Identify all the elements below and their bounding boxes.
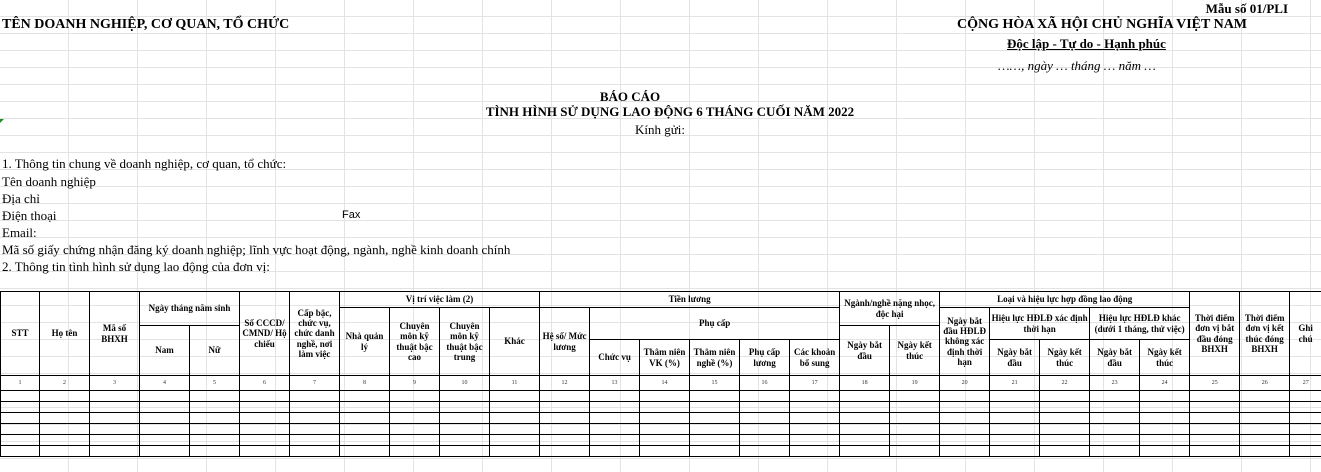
table-cell[interactable] (1290, 435, 1321, 446)
table-cell[interactable] (1090, 424, 1140, 435)
table-cell[interactable] (640, 391, 690, 402)
header-cmkt-trung: Chuyên môn kỹ thuật bậc trung (440, 308, 490, 376)
section1-heading: 1. Thông tin chung về doanh nghiệp, cơ quan, tổ chức: (2, 156, 287, 171)
table-cell[interactable] (290, 391, 340, 402)
table-cell[interactable] (1, 424, 40, 435)
col-number: 18 (840, 376, 890, 391)
header-tham-nien-vk: Thâm niên VK (%) (640, 340, 690, 376)
table-cell[interactable] (1240, 402, 1290, 413)
table-cell[interactable] (840, 446, 890, 457)
col-number: 20 (940, 376, 990, 391)
table-cell[interactable] (590, 413, 640, 424)
table-cell[interactable] (1090, 391, 1140, 402)
table-cell[interactable] (490, 435, 540, 446)
table-cell[interactable] (990, 424, 1040, 435)
table-cell[interactable] (690, 446, 740, 457)
table-cell[interactable] (340, 413, 390, 424)
table-cell[interactable] (1, 435, 40, 446)
table-cell[interactable] (240, 435, 290, 446)
table-cell[interactable] (40, 391, 90, 402)
table-cell[interactable] (590, 402, 640, 413)
col-number: 17 (790, 376, 840, 391)
table-cell[interactable] (940, 446, 990, 457)
header-xd-bat-dau: Ngày bắt đầu (990, 340, 1040, 376)
col-number: 7 (290, 376, 340, 391)
col-number: 14 (640, 376, 690, 391)
header-xd-ket-thuc: Ngày kết thúc (1040, 340, 1090, 376)
table-cell[interactable] (740, 413, 790, 424)
col-number: 11 (490, 376, 540, 391)
motto: Độc lập - Tự do - Hạnh phúc (1007, 36, 1166, 51)
column-number-row (1, 376, 1321, 391)
table-cell[interactable] (1190, 435, 1240, 446)
table-cell[interactable] (1140, 424, 1190, 435)
col-number: 5 (190, 376, 240, 391)
table-cell[interactable] (40, 402, 90, 413)
table-cell[interactable] (40, 424, 90, 435)
table-cell[interactable] (90, 413, 140, 424)
table-cell[interactable] (640, 446, 690, 457)
table-cell[interactable] (840, 424, 890, 435)
table-cell[interactable] (290, 402, 340, 413)
table-cell[interactable] (1290, 391, 1321, 402)
table-cell[interactable] (490, 391, 540, 402)
table-cell[interactable] (190, 402, 240, 413)
table-cell[interactable] (890, 435, 940, 446)
table-cell[interactable] (840, 391, 890, 402)
header-tg-ket-thuc: Thời điểm đơn vị kết thúc đóng BHXH (1240, 292, 1290, 376)
header-nganh-nghe: Ngành/nghề nặng nhọc, độc hại (840, 292, 940, 326)
table-cell[interactable] (1140, 391, 1190, 402)
table-cell[interactable] (690, 402, 740, 413)
republic-heading: CỘNG HÒA XÃ HỘI CHỦ NGHĨA VIỆT NAM (957, 17, 1248, 32)
table-cell[interactable] (690, 435, 740, 446)
col-number: 25 (1190, 376, 1240, 391)
table-cell[interactable] (790, 391, 840, 402)
header-cccd: Số CCCD/ CMND/ Hộ chiếu (240, 292, 290, 376)
table-cell[interactable] (540, 435, 590, 446)
date-line: ……, ngày … tháng … năm … (998, 58, 1156, 73)
col-number: 27 (1290, 376, 1321, 391)
table-cell[interactable] (340, 402, 390, 413)
address-label: Địa chỉ (2, 191, 40, 206)
table-cell[interactable] (490, 424, 540, 435)
table-cell[interactable] (990, 413, 1040, 424)
table-cell[interactable] (240, 413, 290, 424)
table-cell[interactable] (740, 391, 790, 402)
table-cell[interactable] (440, 446, 490, 457)
table-cell[interactable] (590, 391, 640, 402)
table-cell[interactable] (340, 446, 390, 457)
section2-heading: 2. Thông tin tình hình sử dụng lao động của đơn vị: (2, 259, 270, 274)
col-number: 13 (590, 376, 640, 391)
header-he-so: Hệ số/ Mức lương (540, 308, 590, 376)
table-cell[interactable] (1, 402, 40, 413)
table-cell[interactable] (440, 435, 490, 446)
header-phu-cap-luong: Phụ cấp lương (740, 340, 790, 376)
header-khac-ket-thuc: Ngày kết thúc (1140, 340, 1190, 376)
table-cell[interactable] (1090, 402, 1140, 413)
table-cell[interactable] (890, 402, 940, 413)
table-cell[interactable] (490, 402, 540, 413)
col-number: 8 (340, 376, 390, 391)
header-hd-khac: Hiệu lực HĐLĐ khác (dưới 1 tháng, thử việc) (1090, 308, 1190, 340)
table-cell[interactable] (440, 402, 490, 413)
table-row (1, 424, 1321, 435)
table-cell[interactable] (890, 446, 940, 457)
company-name-label: Tên doanh nghiệp (2, 174, 96, 189)
table-cell[interactable] (190, 435, 240, 446)
table-cell[interactable] (190, 413, 240, 424)
table-cell[interactable] (140, 446, 190, 457)
table-cell[interactable] (390, 413, 440, 424)
table-cell[interactable] (1240, 435, 1290, 446)
col-number: 21 (990, 376, 1040, 391)
col-number: 26 (1240, 376, 1290, 391)
table-cell[interactable] (1240, 446, 1290, 457)
header-bo-sung: Các khoản bổ sung (790, 340, 840, 376)
table-cell[interactable] (540, 446, 590, 457)
form-code: Mẫu số 01/PLI (1205, 1, 1288, 16)
table-cell[interactable] (140, 424, 190, 435)
table-cell[interactable] (1, 413, 40, 424)
fax-label: Fax (342, 209, 361, 221)
org-name: TÊN DOANH NGHIỆP, CƠ QUAN, TỔ CHỨC (2, 17, 290, 32)
header-stt: STT (1, 292, 40, 376)
license-label: Mã số giấy chứng nhận đăng ký doanh nghiệp; lĩnh vực hoạt động, ngành, nghề kinh doanh chính (2, 242, 511, 257)
table-cell[interactable] (40, 435, 90, 446)
header-tien-luong: Tiền lương (540, 292, 840, 308)
col-number: 1 (1, 376, 40, 391)
table-cell[interactable] (740, 402, 790, 413)
table-cell[interactable] (890, 413, 940, 424)
header-nam: Nam (140, 326, 190, 376)
table-cell[interactable] (840, 413, 890, 424)
table-cell[interactable] (890, 391, 940, 402)
header-ma-so-bhxh: Mã số BHXH (90, 292, 140, 376)
table-row (1, 402, 1321, 413)
table-cell[interactable] (1090, 446, 1140, 457)
table-cell[interactable] (390, 391, 440, 402)
table-cell[interactable] (590, 435, 640, 446)
header-xac-dinh: Hiệu lực HĐLĐ xác định thời hạn (990, 308, 1090, 340)
table-cell[interactable] (640, 424, 690, 435)
table-cell[interactable] (340, 424, 390, 435)
header-ghi-chu: Ghi chú (1290, 292, 1321, 376)
table-cell[interactable] (140, 413, 190, 424)
table-cell[interactable] (290, 435, 340, 446)
table-cell[interactable] (140, 391, 190, 402)
table-cell[interactable] (990, 402, 1040, 413)
table-cell[interactable] (790, 435, 840, 446)
col-number: 3 (90, 376, 140, 391)
table-cell[interactable] (940, 402, 990, 413)
header-cap-bac: Cấp bậc, chức vụ, chức danh nghề, nơi làm việc (290, 292, 340, 376)
header-khac: Khác (490, 308, 540, 376)
addressee: Kính gửi: (634, 122, 686, 137)
table-cell[interactable] (940, 413, 990, 424)
table-cell[interactable] (940, 391, 990, 402)
cell-marker (0, 119, 4, 123)
table-cell[interactable] (790, 424, 840, 435)
table-cell[interactable] (1140, 402, 1190, 413)
table-cell[interactable] (1240, 413, 1290, 424)
col-number: 2 (40, 376, 90, 391)
header-tham-nien-nghe: Thâm niên nghề (%) (690, 340, 740, 376)
table-cell[interactable] (1190, 413, 1240, 424)
table-cell[interactable] (590, 424, 640, 435)
table-cell[interactable] (290, 424, 340, 435)
col-number: 6 (240, 376, 290, 391)
table-cell[interactable] (40, 446, 90, 457)
table-cell[interactable] (1140, 446, 1190, 457)
table-cell[interactable] (1190, 446, 1240, 457)
table-cell[interactable] (90, 435, 140, 446)
labor-table (0, 291, 1321, 457)
table-cell[interactable] (490, 446, 540, 457)
header-tg-bat-dau: Thời điểm đơn vị bắt đầu đóng BHXH (1190, 292, 1240, 376)
table-cell[interactable] (390, 424, 440, 435)
table-cell[interactable] (840, 402, 890, 413)
table-cell[interactable] (690, 413, 740, 424)
col-number: 23 (1090, 376, 1140, 391)
table-row (1, 446, 1321, 457)
col-number: 22 (1040, 376, 1090, 391)
table-cell[interactable] (440, 424, 490, 435)
table-cell[interactable] (1190, 402, 1240, 413)
header-chuc-vu: Chức vụ (590, 340, 640, 376)
table-cell[interactable] (1290, 424, 1321, 435)
table-cell[interactable] (1040, 413, 1090, 424)
header-vi-tri: Vị trí việc làm (2) (340, 292, 540, 308)
col-number: 16 (740, 376, 790, 391)
header-nha-quan-ly: Nhà quản lý (340, 308, 390, 376)
table-cell[interactable] (390, 402, 440, 413)
table-cell[interactable] (740, 435, 790, 446)
table-cell[interactable] (740, 446, 790, 457)
table-cell[interactable] (540, 391, 590, 402)
header-nu: Nữ (190, 326, 240, 376)
table-cell[interactable] (990, 435, 1040, 446)
col-number: 19 (890, 376, 940, 391)
table-cell[interactable] (190, 424, 240, 435)
table-cell[interactable] (90, 446, 140, 457)
table-cell[interactable] (990, 391, 1040, 402)
header-nganh-ket-thuc: Ngày kết thúc (890, 326, 940, 376)
table-row (1, 391, 1321, 402)
table-cell[interactable] (540, 402, 590, 413)
table-cell[interactable] (540, 424, 590, 435)
table-cell[interactable] (540, 413, 590, 424)
table-cell[interactable] (140, 402, 190, 413)
table-cell[interactable] (490, 413, 540, 424)
header-ngay-sinh: Ngày tháng năm sinh (140, 292, 240, 326)
table-cell[interactable] (690, 424, 740, 435)
table-cell[interactable] (840, 435, 890, 446)
col-number: 9 (390, 376, 440, 391)
table-cell[interactable] (640, 413, 690, 424)
table-cell[interactable] (1040, 402, 1090, 413)
table-cell[interactable] (640, 402, 690, 413)
table-cell[interactable] (140, 435, 190, 446)
table-cell[interactable] (1290, 446, 1321, 457)
table-cell[interactable] (90, 402, 140, 413)
table-cell[interactable] (240, 402, 290, 413)
col-number: 4 (140, 376, 190, 391)
table-cell[interactable] (1090, 435, 1140, 446)
table-cell[interactable] (790, 446, 840, 457)
table-cell[interactable] (240, 391, 290, 402)
table-cell[interactable] (940, 435, 990, 446)
table-cell[interactable] (390, 435, 440, 446)
table-cell[interactable] (1140, 413, 1190, 424)
table-cell[interactable] (690, 391, 740, 402)
header-phu-cap: Phụ cấp (590, 308, 840, 340)
table-cell[interactable] (990, 446, 1040, 457)
table-cell[interactable] (1240, 424, 1290, 435)
report-title: BÁO CÁO (599, 89, 661, 104)
table-cell[interactable] (890, 424, 940, 435)
table-cell[interactable] (340, 435, 390, 446)
table-cell[interactable] (590, 446, 640, 457)
table-cell[interactable] (940, 424, 990, 435)
col-number: 10 (440, 376, 490, 391)
header-khac-bat-dau: Ngày bắt đầu (1090, 340, 1140, 376)
col-number: 24 (1140, 376, 1190, 391)
col-number: 15 (690, 376, 740, 391)
table-cell[interactable] (1240, 391, 1290, 402)
table-cell[interactable] (790, 402, 840, 413)
table-cell[interactable] (1290, 413, 1321, 424)
table-cell[interactable] (1, 446, 40, 457)
table-cell[interactable] (1190, 424, 1240, 435)
table-cell[interactable] (1290, 402, 1321, 413)
table-cell[interactable] (440, 413, 490, 424)
table-cell[interactable] (1040, 435, 1090, 446)
table-cell[interactable] (640, 435, 690, 446)
table-cell[interactable] (390, 446, 440, 457)
header-nganh-bat-dau: Ngày bắt đầu (840, 326, 890, 376)
col-number: 12 (540, 376, 590, 391)
table-cell[interactable] (1140, 435, 1190, 446)
table-cell[interactable] (240, 446, 290, 457)
table-cell[interactable] (1040, 446, 1090, 457)
header-loai-hd: Loại và hiệu lực hợp đồng lao động (940, 292, 1190, 308)
table-cell[interactable] (740, 424, 790, 435)
table-cell[interactable] (1040, 391, 1090, 402)
table-cell[interactable] (1190, 391, 1240, 402)
table-cell[interactable] (190, 446, 240, 457)
table-cell[interactable] (440, 391, 490, 402)
table-cell[interactable] (340, 391, 390, 402)
table-cell[interactable] (1090, 413, 1140, 424)
table-row (1, 413, 1321, 424)
header-khong-xac-dinh: Ngày bắt đầu HĐLĐ không xác định thời hạn (940, 308, 990, 376)
report-subtitle: TÌNH HÌNH SỬ DỤNG LAO ĐỘNG 6 THÁNG CUỐI NĂM 2022 (485, 104, 855, 119)
table-cell[interactable] (290, 446, 340, 457)
table-cell[interactable] (90, 424, 140, 435)
table-cell[interactable] (40, 413, 90, 424)
table-row (1, 435, 1321, 446)
table-cell[interactable] (240, 424, 290, 435)
header-ho-ten: Họ tên (40, 292, 90, 376)
table-cell[interactable] (90, 391, 140, 402)
table-cell[interactable] (1, 391, 40, 402)
table-cell[interactable] (790, 413, 840, 424)
table-cell[interactable] (1040, 424, 1090, 435)
table-cell[interactable] (190, 391, 240, 402)
header-cmkt-cao: Chuyên môn kỹ thuật bậc cao (390, 308, 440, 376)
phone-label: Điện thoại (2, 208, 57, 223)
table-cell[interactable] (290, 413, 340, 424)
email-label: Email: (2, 225, 37, 240)
